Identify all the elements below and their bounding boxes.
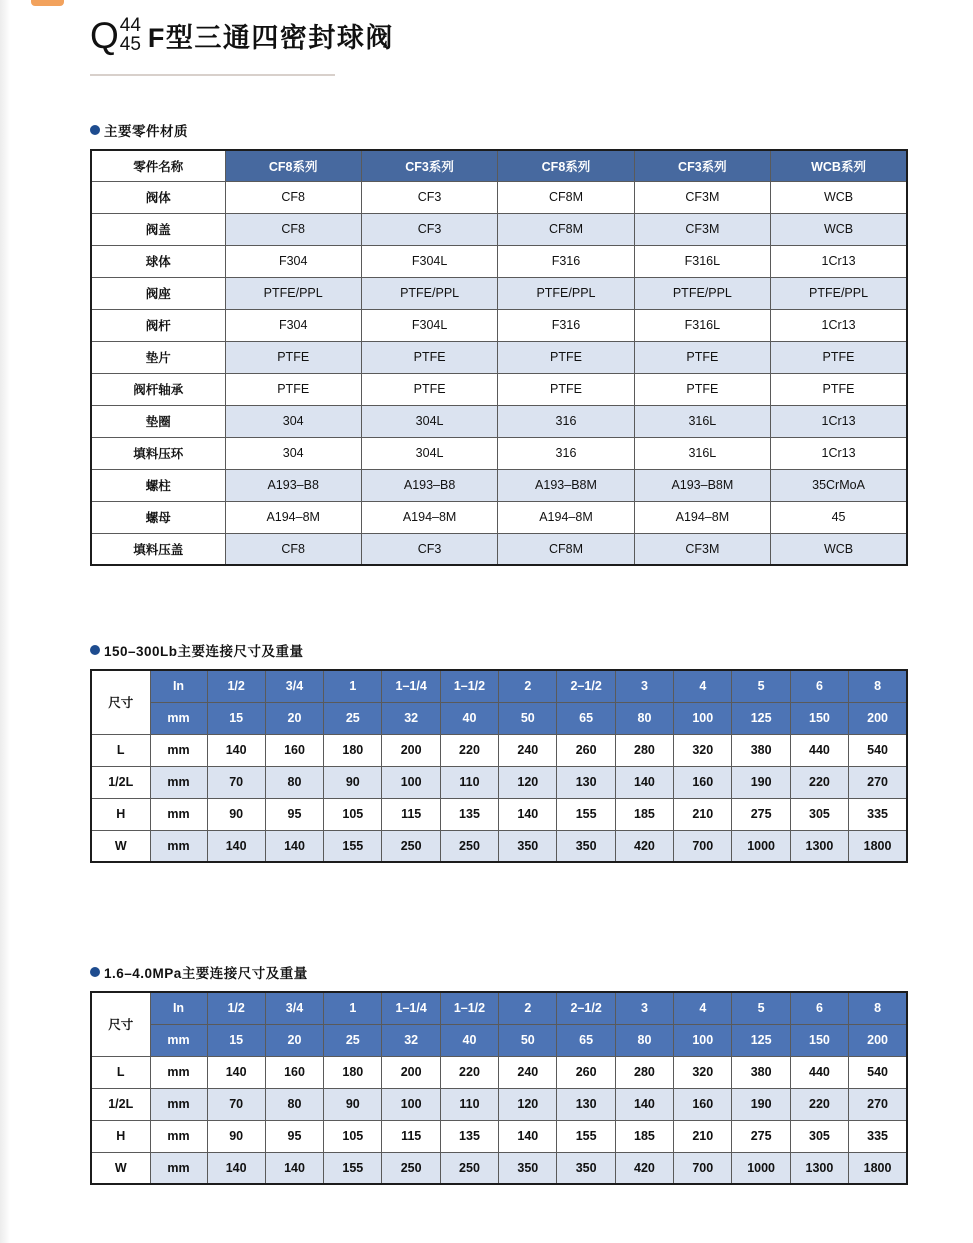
data-cell: 305: [790, 798, 848, 830]
data-cell: 180: [324, 734, 382, 766]
data-cell: 304: [225, 437, 361, 469]
size-header-cell: 6: [790, 670, 848, 702]
size-header-cell: 3: [615, 992, 673, 1024]
size-header-cell: 1/2: [207, 670, 265, 702]
data-cell: 260: [557, 1056, 615, 1088]
data-cell: 280: [615, 734, 673, 766]
data-cell: 250: [440, 830, 498, 862]
row-label-cell: 阀座: [91, 277, 225, 309]
data-cell: 1Cr13: [771, 405, 907, 437]
data-cell: 440: [790, 1056, 848, 1088]
data-cell: F304: [225, 309, 361, 341]
data-cell: F304L: [361, 245, 497, 277]
data-cell: 210: [674, 1120, 732, 1152]
row-label-cell: 阀体: [91, 181, 225, 213]
data-cell: 270: [849, 766, 907, 798]
data-cell: 350: [499, 1152, 557, 1184]
data-cell: 140: [207, 1152, 265, 1184]
data-cell: 540: [849, 734, 907, 766]
data-cell: 110: [440, 766, 498, 798]
data-cell: 316L: [634, 437, 770, 469]
row-label-cell: H: [91, 1120, 150, 1152]
data-cell: 95: [265, 1120, 323, 1152]
size-header-cell: 6: [790, 992, 848, 1024]
table-row: [91, 533, 907, 565]
unit-header-cell: mm: [150, 1024, 207, 1056]
data-cell: 35CrMoA: [771, 469, 907, 501]
data-cell: 1300: [790, 830, 848, 862]
data-cell: WCB: [771, 533, 907, 565]
size-header-cell: 200: [849, 1024, 907, 1056]
size-header-cell: 15: [207, 702, 265, 734]
size-header-cell: 1–1/2: [440, 670, 498, 702]
data-cell: PTFE: [771, 373, 907, 405]
data-cell: PTFE: [225, 341, 361, 373]
data-cell: 700: [674, 830, 732, 862]
table-row: [91, 213, 907, 245]
column-header-cell: CF3系列: [634, 150, 770, 181]
data-cell: 220: [440, 734, 498, 766]
data-cell: 250: [382, 830, 440, 862]
data-cell: 1800: [849, 830, 907, 862]
row-label-cell: 填料压盖: [91, 533, 225, 565]
data-cell: PTFE: [634, 373, 770, 405]
page-corner-graphic: [31, 0, 64, 6]
table-row: [91, 150, 907, 181]
model-number-top: 44: [119, 14, 141, 36]
data-cell: 100: [382, 766, 440, 798]
size-header-cell: 1–1/2: [440, 992, 498, 1024]
size-header-cell: 150: [790, 1024, 848, 1056]
data-cell: CF8: [225, 181, 361, 213]
size-header-cell: 32: [382, 1024, 440, 1056]
data-cell: 200: [382, 734, 440, 766]
data-cell: 190: [732, 766, 790, 798]
data-cell: 200: [382, 1056, 440, 1088]
table-row: [91, 245, 907, 277]
row-label-cell: 垫片: [91, 341, 225, 373]
data-cell: 105: [324, 1120, 382, 1152]
data-cell: 270: [849, 1088, 907, 1120]
data-cell: 240: [499, 734, 557, 766]
unit-cell: mm: [150, 830, 207, 862]
size-header-cell: 100: [674, 1024, 732, 1056]
size-header-cell: 100: [674, 702, 732, 734]
data-cell: 160: [265, 734, 323, 766]
data-cell: CF8: [225, 533, 361, 565]
section-heading-150-300lb: [90, 640, 908, 660]
data-cell: 440: [790, 734, 848, 766]
data-cell: PTFE: [225, 373, 361, 405]
data-cell: CF8M: [498, 213, 634, 245]
title-divider: [90, 74, 335, 76]
data-cell: 90: [207, 798, 265, 830]
size-header-cell: 65: [557, 702, 615, 734]
data-cell: 250: [440, 1152, 498, 1184]
size-header-cell: 80: [615, 702, 673, 734]
row-label-cell: W: [91, 1152, 150, 1184]
size-header-cell: 125: [732, 702, 790, 734]
data-cell: 185: [615, 1120, 673, 1152]
data-cell: 160: [674, 766, 732, 798]
data-cell: A193–B8: [361, 469, 497, 501]
data-cell: PTFE/PPL: [771, 277, 907, 309]
section-heading-text: 150–300Lb主要连接尺寸及重量: [104, 644, 304, 659]
data-cell: 95: [265, 798, 323, 830]
size-header-cell: 1: [324, 670, 382, 702]
size-header-cell: 2: [499, 992, 557, 1024]
data-cell: 190: [732, 1088, 790, 1120]
data-cell: 700: [674, 1152, 732, 1184]
row-label-cell: L: [91, 1056, 150, 1088]
size-header-cell: 8: [849, 992, 907, 1024]
data-cell: 335: [849, 798, 907, 830]
data-cell: 130: [557, 766, 615, 798]
data-cell: 320: [674, 734, 732, 766]
data-cell: CF8M: [498, 533, 634, 565]
row-label-header-cell: 零件名称: [91, 150, 225, 181]
table-row: [91, 373, 907, 405]
data-cell: F304L: [361, 309, 497, 341]
data-cell: 350: [557, 1152, 615, 1184]
corner-cell: 尺寸: [91, 670, 150, 734]
section-materials: [90, 120, 908, 566]
size-header-cell: 25: [324, 702, 382, 734]
data-cell: 335: [849, 1120, 907, 1152]
data-cell: 304: [225, 405, 361, 437]
size-header-cell: 32: [382, 702, 440, 734]
size-header-cell: 80: [615, 1024, 673, 1056]
data-cell: PTFE: [498, 341, 634, 373]
data-cell: PTFE/PPL: [361, 277, 497, 309]
table-row: [91, 405, 907, 437]
size-header-cell: 5: [732, 992, 790, 1024]
row-label-cell: 球体: [91, 245, 225, 277]
table-row: [91, 992, 907, 1024]
data-cell: CF8M: [498, 181, 634, 213]
data-cell: 316: [498, 437, 634, 469]
data-cell: 1Cr13: [771, 437, 907, 469]
size-header-cell: 1–1/4: [382, 670, 440, 702]
data-cell: 304L: [361, 405, 497, 437]
page-title: [90, 9, 908, 61]
data-cell: 540: [849, 1056, 907, 1088]
unit-cell: mm: [150, 734, 207, 766]
bullet-icon: [90, 645, 100, 655]
scan-edge-shadow: [0, 0, 10, 1243]
table-row: [91, 1120, 907, 1152]
data-cell: 140: [207, 1056, 265, 1088]
data-cell: 350: [557, 830, 615, 862]
data-cell: F304: [225, 245, 361, 277]
data-cell: F316: [498, 245, 634, 277]
unit-cell: mm: [150, 1088, 207, 1120]
table-row: [91, 766, 907, 798]
data-cell: 115: [382, 1120, 440, 1152]
row-label-cell: 1/2L: [91, 766, 150, 798]
size-header-cell: 200: [849, 702, 907, 734]
data-cell: A193–B8: [225, 469, 361, 501]
data-cell: CF3: [361, 181, 497, 213]
data-cell: 100: [382, 1088, 440, 1120]
size-header-cell: 5: [732, 670, 790, 702]
row-label-cell: H: [91, 798, 150, 830]
section-heading-materials: [90, 120, 908, 140]
data-cell: 1000: [732, 830, 790, 862]
table-row: [91, 1056, 907, 1088]
data-cell: 1300: [790, 1152, 848, 1184]
data-cell: 140: [207, 734, 265, 766]
data-cell: 185: [615, 798, 673, 830]
data-cell: 350: [499, 830, 557, 862]
data-cell: PTFE: [361, 373, 497, 405]
size-header-cell: 125: [732, 1024, 790, 1056]
section-heading-text: 主要零件材质: [104, 124, 188, 139]
data-cell: 140: [265, 1152, 323, 1184]
data-cell: PTFE: [361, 341, 497, 373]
dims-table-body-1: [91, 670, 907, 862]
data-cell: 1Cr13: [771, 309, 907, 341]
data-cell: 220: [440, 1056, 498, 1088]
model-number-bottom: 45: [119, 34, 141, 55]
size-header-cell: 65: [557, 1024, 615, 1056]
size-header-cell: 4: [674, 992, 732, 1024]
data-cell: 210: [674, 798, 732, 830]
data-cell: 180: [324, 1056, 382, 1088]
row-label-cell: 填料压环: [91, 437, 225, 469]
size-header-cell: 2–1/2: [557, 992, 615, 1024]
data-cell: F316L: [634, 309, 770, 341]
table-row: [91, 830, 907, 862]
data-cell: 320: [674, 1056, 732, 1088]
data-cell: 135: [440, 1120, 498, 1152]
data-cell: 120: [499, 1088, 557, 1120]
data-cell: 70: [207, 766, 265, 798]
row-label-cell: W: [91, 830, 150, 862]
data-cell: 380: [732, 734, 790, 766]
section-dims-150-300lb: [90, 640, 908, 863]
row-label-cell: 阀杆: [91, 309, 225, 341]
table-row: [91, 501, 907, 533]
bullet-icon: [90, 125, 100, 135]
model-prefix: Q: [90, 14, 119, 56]
data-cell: 110: [440, 1088, 498, 1120]
data-cell: 135: [440, 798, 498, 830]
data-cell: 420: [615, 1152, 673, 1184]
data-cell: 155: [324, 1152, 382, 1184]
data-cell: WCB: [771, 181, 907, 213]
data-cell: 70: [207, 1088, 265, 1120]
data-cell: PTFE: [771, 341, 907, 373]
catalog-page: [90, 0, 908, 1185]
column-header-cell: WCB系列: [771, 150, 907, 181]
row-label-cell: 螺柱: [91, 469, 225, 501]
data-cell: 115: [382, 798, 440, 830]
dims-table-16-40mpa: [90, 991, 908, 1185]
unit-cell: mm: [150, 1120, 207, 1152]
section-heading-16-40mpa: [90, 962, 908, 982]
size-header-cell: 1: [324, 992, 382, 1024]
data-cell: WCB: [771, 213, 907, 245]
data-cell: 45: [771, 501, 907, 533]
model-number-stack: [120, 16, 141, 55]
data-cell: 275: [732, 798, 790, 830]
table-row: [91, 1088, 907, 1120]
data-cell: A194–8M: [225, 501, 361, 533]
data-cell: 90: [324, 1088, 382, 1120]
table-row: [91, 734, 907, 766]
data-cell: F316: [498, 309, 634, 341]
data-cell: 420: [615, 830, 673, 862]
column-header-cell: CF8系列: [498, 150, 634, 181]
size-header-cell: 150: [790, 702, 848, 734]
data-cell: CF3: [361, 533, 497, 565]
row-label-cell: 1/2L: [91, 1088, 150, 1120]
size-header-cell: 40: [440, 702, 498, 734]
row-label-cell: 阀盖: [91, 213, 225, 245]
data-cell: 130: [557, 1088, 615, 1120]
column-header-cell: CF8系列: [225, 150, 361, 181]
data-cell: F316L: [634, 245, 770, 277]
data-cell: 1800: [849, 1152, 907, 1184]
data-cell: CF3M: [634, 213, 770, 245]
table-row: [91, 702, 907, 734]
size-header-cell: 25: [324, 1024, 382, 1056]
data-cell: 260: [557, 734, 615, 766]
size-header-cell: 4: [674, 670, 732, 702]
data-cell: 80: [265, 1088, 323, 1120]
size-header-cell: 2: [499, 670, 557, 702]
data-cell: 1Cr13: [771, 245, 907, 277]
data-cell: 380: [732, 1056, 790, 1088]
data-cell: 160: [265, 1056, 323, 1088]
unit-header-cell: In: [150, 670, 207, 702]
data-cell: 155: [557, 1120, 615, 1152]
data-cell: 140: [615, 1088, 673, 1120]
data-cell: PTFE/PPL: [225, 277, 361, 309]
bullet-icon: [90, 967, 100, 977]
table-row: [91, 181, 907, 213]
unit-cell: mm: [150, 766, 207, 798]
data-cell: 140: [265, 830, 323, 862]
data-cell: A193–B8M: [498, 469, 634, 501]
corner-cell: 尺寸: [91, 992, 150, 1056]
data-cell: 316L: [634, 405, 770, 437]
data-cell: 140: [207, 830, 265, 862]
data-cell: A194–8M: [634, 501, 770, 533]
size-header-cell: 2–1/2: [557, 670, 615, 702]
table-row: [91, 277, 907, 309]
data-cell: A194–8M: [498, 501, 634, 533]
data-cell: A194–8M: [361, 501, 497, 533]
data-cell: 140: [499, 798, 557, 830]
data-cell: 275: [732, 1120, 790, 1152]
section-heading-text: 1.6–4.0MPa主要连接尺寸及重量: [104, 966, 308, 981]
data-cell: CF3M: [634, 181, 770, 213]
data-cell: PTFE/PPL: [498, 277, 634, 309]
row-label-cell: L: [91, 734, 150, 766]
size-header-cell: 50: [499, 702, 557, 734]
size-header-cell: 1–1/4: [382, 992, 440, 1024]
data-cell: 250: [382, 1152, 440, 1184]
page-title-text: F型三通四密封球阀: [147, 22, 394, 53]
section-dims-16-40mpa: [90, 962, 908, 1185]
column-header-cell: CF3系列: [361, 150, 497, 181]
table-row: [91, 1152, 907, 1184]
data-cell: 105: [324, 798, 382, 830]
table-row: [91, 309, 907, 341]
data-cell: 1000: [732, 1152, 790, 1184]
table-row: [91, 437, 907, 469]
data-cell: 220: [790, 766, 848, 798]
size-header-cell: 15: [207, 1024, 265, 1056]
row-label-cell: 螺母: [91, 501, 225, 533]
data-cell: 305: [790, 1120, 848, 1152]
data-cell: 120: [499, 766, 557, 798]
table-row: [91, 1024, 907, 1056]
table-row: [91, 341, 907, 373]
data-cell: 316: [498, 405, 634, 437]
row-label-cell: 阀杆轴承: [91, 373, 225, 405]
data-cell: PTFE/PPL: [634, 277, 770, 309]
unit-cell: mm: [150, 1152, 207, 1184]
table-row: [91, 469, 907, 501]
data-cell: 160: [674, 1088, 732, 1120]
unit-cell: mm: [150, 1056, 207, 1088]
size-header-cell: 1/2: [207, 992, 265, 1024]
size-header-cell: 20: [265, 1024, 323, 1056]
size-header-cell: 50: [499, 1024, 557, 1056]
data-cell: PTFE: [634, 341, 770, 373]
data-cell: 140: [615, 766, 673, 798]
data-cell: 304L: [361, 437, 497, 469]
unit-cell: mm: [150, 798, 207, 830]
data-cell: 220: [790, 1088, 848, 1120]
dims-table-body-2: [91, 992, 907, 1184]
size-header-cell: 8: [849, 670, 907, 702]
data-cell: 140: [499, 1120, 557, 1152]
size-header-cell: 20: [265, 702, 323, 734]
row-label-cell: 垫圈: [91, 405, 225, 437]
data-cell: CF3: [361, 213, 497, 245]
data-cell: 90: [324, 766, 382, 798]
data-cell: CF3M: [634, 533, 770, 565]
size-header-cell: 3/4: [265, 670, 323, 702]
data-cell: 240: [499, 1056, 557, 1088]
table-row: [91, 798, 907, 830]
size-header-cell: 40: [440, 1024, 498, 1056]
data-cell: 155: [324, 830, 382, 862]
materials-table-body: [91, 150, 907, 565]
unit-header-cell: In: [150, 992, 207, 1024]
size-header-cell: 3: [615, 670, 673, 702]
table-row: [91, 670, 907, 702]
data-cell: PTFE: [498, 373, 634, 405]
data-cell: 80: [265, 766, 323, 798]
data-cell: CF8: [225, 213, 361, 245]
data-cell: 90: [207, 1120, 265, 1152]
data-cell: 280: [615, 1056, 673, 1088]
dims-table-150-300lb: [90, 669, 908, 863]
materials-table: [90, 149, 908, 566]
data-cell: A193–B8M: [634, 469, 770, 501]
data-cell: 155: [557, 798, 615, 830]
size-header-cell: 3/4: [265, 992, 323, 1024]
unit-header-cell: mm: [150, 702, 207, 734]
